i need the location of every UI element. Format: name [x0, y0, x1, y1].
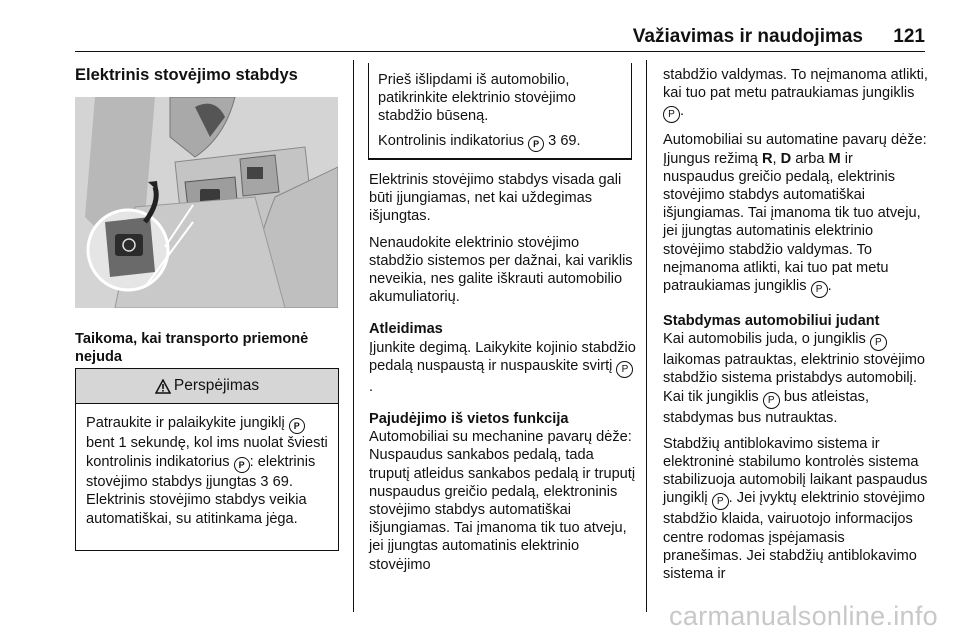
page-ref-arrow-icon: 3 — [260, 473, 269, 490]
caution-text-2b: 69. — [556, 132, 581, 149]
p-switch-icon: P — [712, 493, 729, 510]
p-switch-icon: P — [870, 334, 887, 351]
gear-m: M — [828, 150, 841, 167]
parking-brake-switch-illustration — [75, 97, 338, 308]
p-switch-icon: P — [616, 361, 633, 378]
caution-text-2 — [378, 132, 622, 152]
paragraph: Nenaudokite elektrinio stovėjimo stabdžio sistemos per dažnai, kai variklis neveikia, nes galite iškrauti automobilio akumuliatorių. — [369, 234, 633, 306]
paragraph — [663, 435, 928, 583]
section-title: Elektrinis stovėjimo stabdys — [75, 66, 298, 84]
text: Stabdžių antiblokavimo sistema ir elektroninė stabilumo kontrolės sistema stabilizuoja automobilį laikant paspaudus jungiklį — [663, 435, 928, 507]
paragraph: Automobiliai su mechanine pavarų dėže: Nuspaudus sankabos pedalą, tada truputį atleidus sankabos pedalą ir truputį nuspaudus greičio pedalą, elektroninis stovėjimo stabdys automatiškai išjungiamas. Tai įmanoma tik tuo atveju, jei įjungtas automatinis elektrinio stovėjimo — [369, 429, 636, 573]
warning-header — [76, 368, 338, 404]
warning-text-3: : elektrinis stovėjimo stabdys įjungtas — [86, 453, 316, 490]
gear-d: D — [780, 150, 792, 167]
text: , — [772, 150, 781, 167]
parking-brake-icon: P — [528, 136, 544, 152]
text: bus atleistas, stabdymas bus nutrauktas. — [663, 388, 869, 426]
p-switch-icon: P — [763, 392, 780, 409]
text: Kai automobilis juda, o jungiklis — [663, 331, 870, 348]
text: ir nuspaudus greičio pedalą, elektrinis stovėjimo stabdys automatiškai išjungiamas. Tai įmanoma tik tuo atveju, jei įjungtas automatinis elektrinio stovėjimo stabdžio valdymas. To neįmanoma atlikti, kai tuo pat metu patraukiamas jungiklis — [663, 150, 921, 295]
text: Įjunkite degimą. Laikykite kojinio stabdžio pedalą nuspaustą ir nuspauskite svirtį — [369, 339, 636, 374]
p-switch-icon: P — [663, 106, 680, 123]
page-ref-arrow-icon: 3 — [548, 132, 557, 149]
warning-text-4: 69. Elektrinis stovėjimo stabdys veikia automatiškai, su atitinkama jėga. — [86, 473, 307, 527]
warning-body — [76, 404, 338, 538]
warning-title: Perspėjimas — [173, 377, 260, 394]
warning-triangle-icon — [155, 379, 171, 394]
caution-box — [368, 63, 632, 160]
middle-column — [369, 171, 637, 582]
text: laikomas patrauktas, elektrinio stovėjimo stabdžio sistema pristabdys automobilį. Kai tik jungiklis — [663, 352, 925, 405]
page-number: 121 — [893, 26, 925, 47]
text: stabdžio valdymas. To neįmanoma atlikti, kai tuo pat metu patraukiamas jungiklis — [663, 67, 928, 102]
text: arba — [791, 150, 829, 167]
warning-text-2: bent 1 sekundę, kol ims nuolat šviesti kontrolinis indikatorius — [86, 435, 328, 470]
p-switch-icon: P — [811, 281, 828, 298]
subheading: Taikoma, kai transporto priemonė nejuda — [75, 331, 309, 365]
paragraph — [663, 131, 928, 298]
right-column — [663, 66, 928, 591]
paragraph — [663, 330, 928, 427]
column-divider-1 — [353, 60, 354, 612]
text: . — [680, 103, 685, 120]
text: . — [827, 278, 832, 295]
warning-box — [75, 368, 339, 551]
paragraph — [369, 339, 637, 396]
running-title: Važiavimas ir naudojimas — [632, 26, 863, 47]
caution-text-1: Prieš išlipdami iš automobilio, patikrinkite elektrinio stovėjimo stabdžio būseną. — [378, 72, 576, 125]
heading-drive-away: Pajudėjimo iš vietos funkcija — [369, 411, 569, 428]
heading-braking-moving: Stabdymas automobiliui judant — [663, 313, 880, 330]
heading-release: Atleidimas — [369, 321, 443, 338]
caution-text-2a: Kontrolinis indikatorius — [378, 132, 529, 149]
parking-brake-figure — [75, 97, 338, 308]
text: Automobiliai su automatine pavarų dėže: Įjungus režimą — [663, 132, 927, 167]
parking-brake-icon: P — [234, 457, 250, 473]
paragraph: Elektrinis stovėjimo stabdys visada gali būti įjungiamas, net kai uždegimas išjungtas. — [369, 172, 622, 225]
paragraph — [663, 66, 928, 123]
column-divider-2 — [646, 60, 647, 612]
text: . — [369, 378, 374, 395]
parking-brake-icon: P — [289, 418, 305, 434]
watermark: carmanualsonline.info — [669, 601, 938, 631]
page-header — [75, 22, 925, 52]
text: . Jei įvyktų elektrinio stovėjimo stabdžio klaida, vairuotojo informacijos centre rodomas įspėjamasis pranešimas. Jei stabdžių antiblokavimo sistema ir — [663, 490, 925, 583]
warning-text-1: Patraukite ir palaikykite jungiklį — [86, 415, 285, 431]
header-rule — [75, 51, 925, 52]
gear-r: R — [761, 150, 773, 167]
